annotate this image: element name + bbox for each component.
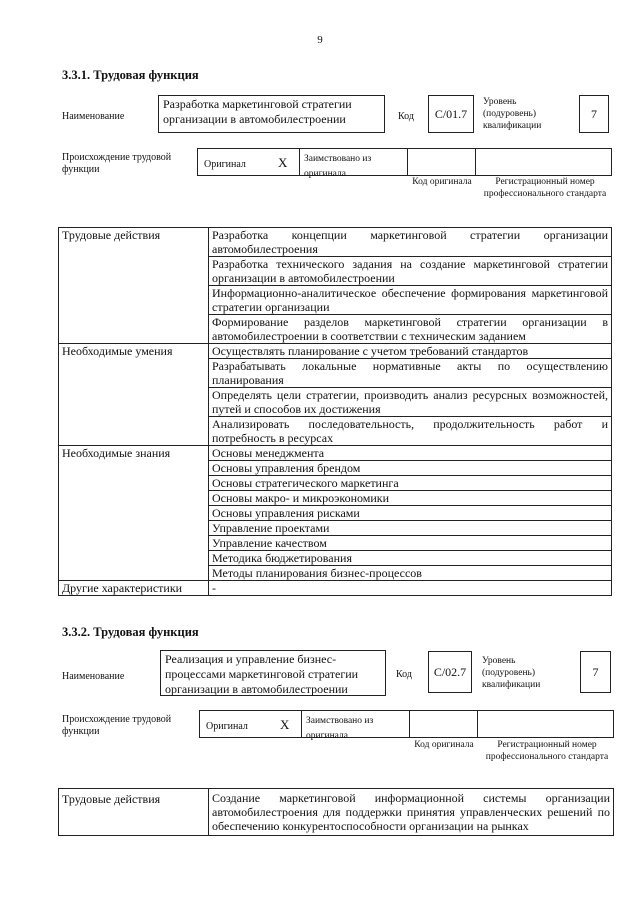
work-function-table-1 xyxy=(58,227,612,596)
borrowed-label: Заимствовано из оригинала xyxy=(306,716,374,741)
reg-number-cell xyxy=(475,148,612,176)
code-value: С/02.7 xyxy=(433,665,467,679)
row-item: Разработка концепции маркетинговой стратегии организации автомобилестроения xyxy=(209,228,612,257)
level-label: Уровень (подуровень) квалификации xyxy=(483,97,542,131)
row-item: Основы управления брендом xyxy=(209,461,612,476)
row-item: Методы планирования бизнес-процессов xyxy=(209,566,612,581)
table-row xyxy=(59,789,614,836)
origin-label: Происхождение трудовой функции xyxy=(62,152,172,175)
level-value-box xyxy=(579,95,609,133)
reg-number-label: Регистрационный номер профессионального стандарта xyxy=(485,740,609,762)
code-original-label: Код оригинала xyxy=(412,177,472,187)
row-item: Основы управления рисками xyxy=(209,506,612,521)
code-original-label: Код оригинала xyxy=(414,740,474,750)
code-value: С/01.7 xyxy=(434,107,468,121)
level-value-box xyxy=(580,651,611,693)
name-value-box xyxy=(158,95,385,133)
name-value: Разработка маркетинговой стратегии организации в автомобилестроении xyxy=(163,97,352,126)
row-label: Необходимые знания xyxy=(59,446,209,581)
original-label: Оригинал xyxy=(206,721,248,732)
row-item: Управление качеством xyxy=(209,536,612,551)
code-value-box xyxy=(428,651,472,693)
name-value-box xyxy=(160,650,386,696)
row-item: Формирование разделов маркетинговой стратегии организации в автомобилестроении в соответствии с техническим заданием xyxy=(209,315,612,344)
name-value: Реализация и управление бизнес-процессами маркетинговой стратегии организации в автомобилестроении xyxy=(165,652,359,696)
page-number: 9 xyxy=(317,34,323,46)
row-label: Необходимые умения xyxy=(59,344,209,446)
row-label: Трудовые действия xyxy=(59,789,209,836)
original-cell xyxy=(199,710,302,738)
row-item: Управление проектами xyxy=(209,521,612,536)
row-item: Осуществлять планирование с учетом требований стандартов xyxy=(209,344,612,359)
code-value-box xyxy=(428,95,474,133)
row-item: Информационно-аналитическое обеспечение формирования маркетинговой стратегии организации xyxy=(209,286,612,315)
row-item: Создание маркетинговой информационной системы организации автомобилестроения для поддержки принятия управленческих решений по обеспечению конкурентоспособности организации на рынках xyxy=(209,789,614,836)
code-original-cell xyxy=(409,710,478,738)
name-label: Наименование xyxy=(62,111,125,122)
name-label: Наименование xyxy=(62,671,125,682)
reg-number-cell xyxy=(477,710,614,738)
table-row xyxy=(59,446,612,461)
row-item: Основы менеджмента xyxy=(209,446,612,461)
borrowed-label: Заимствовано из оригинала xyxy=(304,154,372,179)
borrowed-cell xyxy=(299,148,408,179)
row-label: Другие характеристики xyxy=(59,581,209,596)
original-mark: X xyxy=(278,155,288,170)
original-cell xyxy=(197,148,300,176)
code-original-cell xyxy=(407,148,476,176)
original-label: Оригинал xyxy=(204,159,246,170)
borrowed-cell xyxy=(301,710,410,741)
row-item: Разрабатывать локальные нормативные акты по осуществлению планирования xyxy=(209,359,612,388)
row-item: Методика бюджетирования xyxy=(209,551,612,566)
section-heading-3-3-2: 3.3.2. Трудовая функция xyxy=(62,625,199,639)
row-item: Основы стратегического маркетинга xyxy=(209,476,612,491)
row-item: Разработка технического задания на создание маркетинговой стратегии организации в автомобилестроении xyxy=(209,257,612,286)
code-label: Код xyxy=(398,111,414,122)
table-row xyxy=(59,344,612,359)
table-row xyxy=(59,228,612,257)
reg-number-label: Регистрационный номер профессионального стандарта xyxy=(483,177,607,199)
level-label: Уровень (подуровень) квалификации xyxy=(482,656,541,690)
table-row xyxy=(59,581,612,596)
origin-label: Происхождение трудовой функции xyxy=(62,714,172,737)
section-heading-3-3-1: 3.3.1. Трудовая функция xyxy=(62,68,199,82)
level-value: 7 xyxy=(591,107,597,121)
row-label: Трудовые действия xyxy=(59,228,209,344)
row-item: Основы макро- и микроэкономики xyxy=(209,491,612,506)
row-item: - xyxy=(209,581,612,596)
level-value: 7 xyxy=(592,665,599,679)
original-mark: X xyxy=(280,717,290,732)
code-label: Код xyxy=(396,669,412,680)
row-item: Анализировать последовательность, продолжительность работ и потребность в ресурсах xyxy=(209,417,612,446)
row-item: Определять цели стратегии, производить анализ ресурсных возможностей, путей и способов их достижения xyxy=(209,388,612,417)
work-function-table-2 xyxy=(58,788,614,836)
